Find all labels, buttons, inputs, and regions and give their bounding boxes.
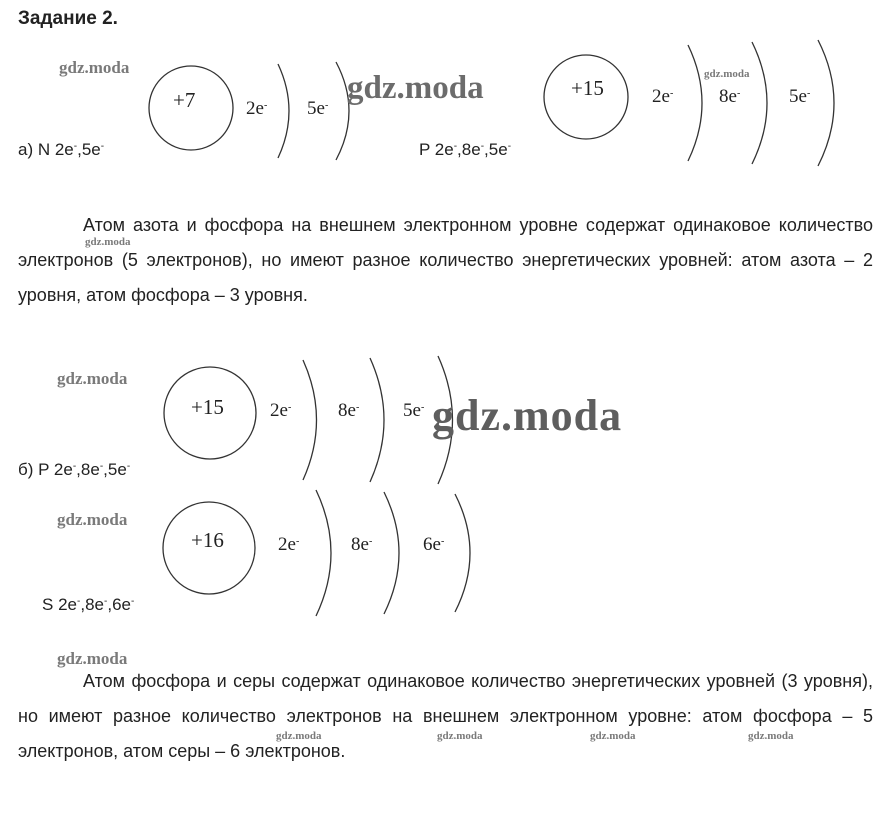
watermark: gdz.moda [704, 68, 750, 80]
phosphorus-b-shell-1-label: 2e- [270, 400, 292, 421]
sulfur-shell-2-arc [384, 492, 399, 614]
watermark: gdz.moda [748, 730, 794, 742]
phosphorus-a-shell-3-arc [818, 40, 834, 166]
phosphorus-b-shell-3-label: 5e- [403, 400, 425, 421]
sulfur-shell-1-arc [316, 490, 331, 616]
sulfur-shell-3-label: 6e- [423, 534, 445, 555]
nitrogen-shell-1-arc [278, 64, 289, 158]
phosphorus-a-shell-1-label: 2e- [652, 86, 674, 107]
phosphorus-a-charge: +15 [571, 76, 604, 100]
watermark: gdz.moda [590, 730, 636, 742]
phosphorus-b-shell-1-arc [303, 360, 317, 480]
watermark: gdz.moda [276, 730, 322, 742]
phosphorus-a-shell-3-label: 5e- [789, 86, 811, 107]
task-title: Задание 2. [18, 8, 118, 29]
watermark: gdz.moda [57, 510, 128, 529]
part-b-explanation: Атом фосфора и серы содержат одинаковое количество энергетических уровней (3 уровня), но имеют разное количество электронов на внешнем электронном уровне: атом фосфора – 5 электронов, атом серы – 6 электронов. [18, 671, 873, 761]
watermark: gdz.moda [59, 58, 130, 77]
sulfur-config-label: S 2e-,8e-,6e- [42, 595, 135, 614]
sulfur-shell-3-arc [455, 494, 470, 612]
phosphorus-b-config-label: б) P 2e-,8e-,5e- [18, 460, 131, 479]
sulfur-charge: +16 [191, 528, 224, 552]
nitrogen-config-label: а) N 2e-,5e- [18, 140, 105, 159]
sulfur-shell-2-label: 8e- [351, 534, 373, 555]
phosphorus-b-charge: +15 [191, 395, 224, 419]
phosphorus-b-shell-2-arc [370, 358, 384, 482]
nitrogen-shell-1-label: 2e- [246, 98, 268, 119]
phosphorus-a-shell-1-arc [688, 45, 702, 161]
watermark: gdz.moda [432, 391, 623, 440]
nitrogen-shell-2-label: 5e- [307, 98, 329, 119]
watermark: gdz.moda [437, 730, 483, 742]
phosphorus-a-shell-2-label: 8e- [719, 86, 741, 107]
part-a-explanation: Атом азота и фосфора на внешнем электронном уровне содержат одинаковое количество электронов (5 электронов), но имеют разное количество энергетических уровней: атом азота – 2 уровня, атом фосфора – 3 уровня. [18, 215, 873, 305]
phosphorus-a-config-label: P 2e-,8e-,5e- [419, 140, 512, 159]
watermark: gdz.moda [57, 649, 128, 668]
watermark: gdz.moda [85, 236, 131, 248]
watermark: gdz.moda [57, 369, 128, 388]
nitrogen-charge: +7 [173, 88, 196, 112]
phosphorus-a-shell-2-arc [752, 42, 767, 164]
watermark: gdz.moda [347, 70, 484, 106]
phosphorus-b-shell-2-label: 8e- [338, 400, 360, 421]
sulfur-shell-1-label: 2e- [278, 534, 300, 555]
